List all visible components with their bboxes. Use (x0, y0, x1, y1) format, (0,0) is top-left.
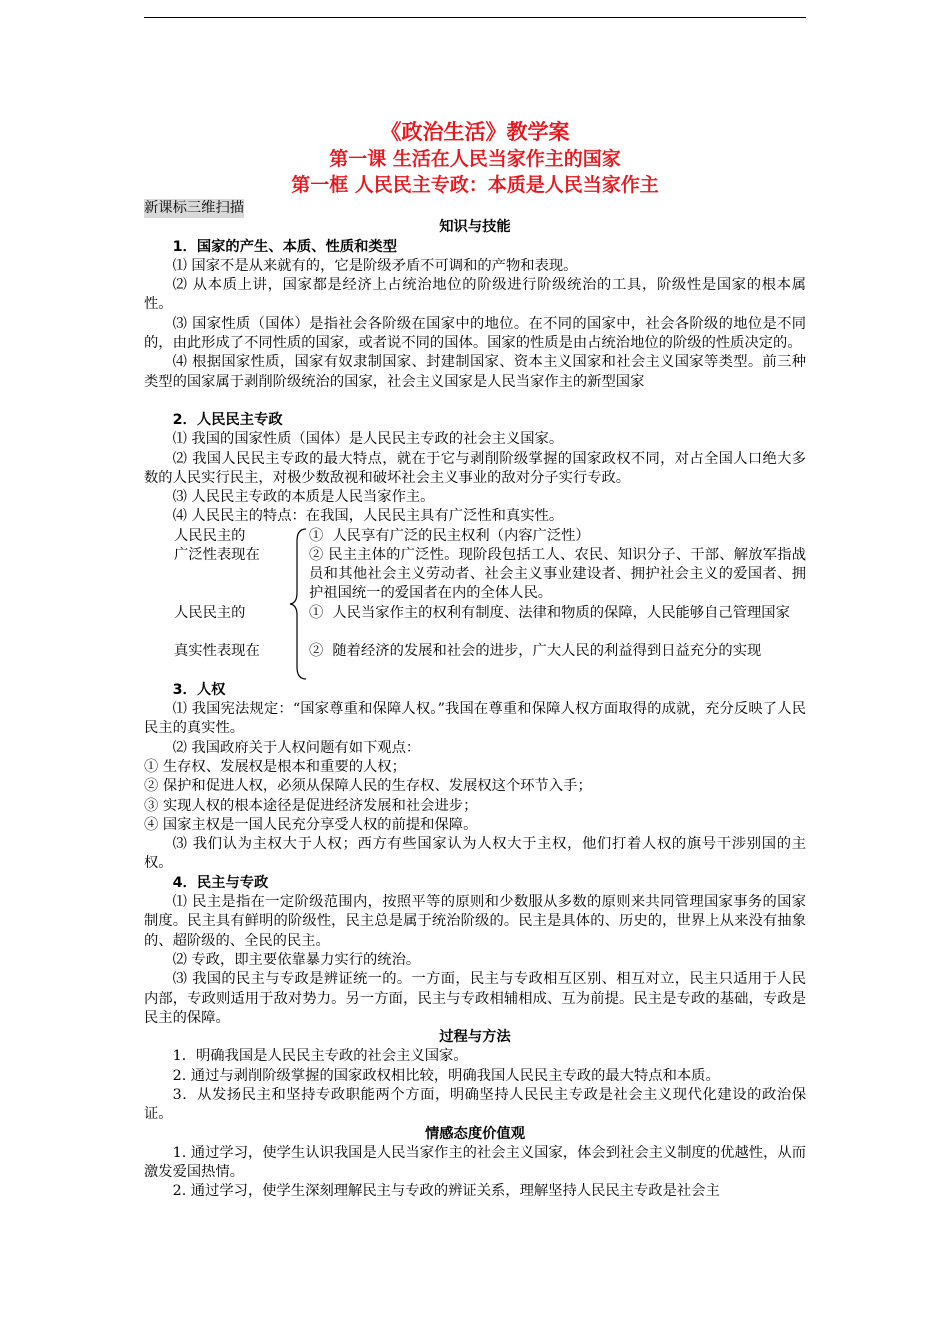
process-item-2: 2. 通过与剥削阶级掌握的国家政权相比较，明确我国人民民主专政的最大特点和本质。 (172, 1067, 720, 1084)
s4-paragraph-1: ⑴ 民主是指在一定阶级范围内，按照平等的原则和少数服从多数的原则来共同管理国家事务的国家制度。民主具有鲜明的阶级性，民主总是属于统治阶级的。民主是具体的、历史的，世界上从来没有抽象的、超阶级的、全民的民主。 (144, 894, 806, 949)
breadth-label-1: 人民民主的 (174, 527, 246, 544)
truth-item-1: ① 人民当家作主的权利有制度、法律和物质的保障，人民能够自己管理国家 (309, 604, 790, 621)
s2-paragraph-3: ⑶ 人民民主专政的本质是人民当家作主。 (172, 489, 435, 506)
truth-item-2: ② 随着经济的发展和社会的进步，广大人民的利益得到日益充分的实现 (309, 642, 762, 659)
document-title: 《政治生活》教学案 (380, 120, 570, 144)
democracy-features-bracket (144, 527, 806, 681)
scan-tag: 新课标三维扫描 (144, 199, 244, 218)
s3-view-4: ④ 国家主权是一国人民充分享受人权的前提和保障。 (144, 816, 478, 833)
process-item-3: 3．从发扬民主和坚持专政职能两个方面，明确坚持人民民主专政是社会主义现代化建设的政治保证。 (144, 1086, 806, 1123)
s3-paragraph-3: ⑶ 我们认为主权大于人权；西方有些国家认为人权大于主权，他们打着人权的旗号干涉别国的主权。 (144, 836, 806, 872)
s4-paragraph-2: ⑵ 专政，即主要依靠暴力实行的统治。 (172, 951, 421, 968)
section-3-heading: 3．人权 (172, 681, 226, 698)
breadth-item-2: ② 民主主体的广泛性。现阶段包括工人、农民、知识分子、干部、解放军指战员和其他社会主义劳动者、社会主义事业建设者、拥护社会主义的爱国者、拥护祖国统一的爱国者在内的全体人民。 (309, 546, 806, 602)
lesson-title: 第一课 生活在人民当家作主的国家 (329, 148, 621, 170)
process-heading: 过程与方法 (439, 1029, 511, 1046)
frame-title: 第一框 人民民主专政：本质是人民当家作主 (291, 174, 659, 196)
s2-paragraph-2: ⑵ 我国人民民主专政的最大特点，就在于它与剥削阶级掌握的国家政权不同，对占全国人口绝大多数的人民实行民主，对极少数敌视和破坏社会主义事业的敌对分子实行专政。 (144, 450, 806, 486)
breadth-label-2: 广泛性表现在 (174, 546, 260, 563)
document-body (144, 118, 806, 1202)
s3-paragraph-2: ⑵ 我国政府关于人权问题有如下观点： (172, 739, 421, 756)
section-1-heading: 1．国家的产生、本质、性质和类型 (172, 238, 397, 255)
s3-view-2: ② 保护和促进人权，必须从保障人民的生存权、发展权这个环节入手； (144, 778, 592, 795)
section-2-heading: 2．人民民主专政 (172, 411, 283, 428)
s1-paragraph-4: ⑷ 根据国家性质，国家有奴隶制国家、封建制国家、资本主义国家和社会主义国家等类型。前三种类型的国家属于剥削阶级统治的国家，社会主义国家是人民当家作主的新型国家 (144, 354, 806, 390)
truth-label-2: 真实性表现在 (174, 642, 260, 659)
emotion-item-1: 1. 通过学习，使学生认识我国是人民当家作主的社会主义国家，体会到社会主义制度的优越性，从而激发爱国热情。 (144, 1144, 806, 1181)
s1-paragraph-3: ⑶ 国家性质（国体）是指社会各阶级在国家中的地位。在不同的国家中，社会各阶级的地位是不同的，由此形成了不同性质的国家，或者说不同的国体。国家的性质是由占统治地位的阶级的性质决定的。 (144, 315, 806, 352)
s3-view-1: ① 生存权、发展权是根本和重要的人权； (144, 758, 406, 775)
process-item-1: 1．明确我国是人民民主专政的社会主义国家。 (172, 1048, 468, 1065)
knowledge-heading: 知识与技能 (439, 219, 511, 236)
section-4-heading: 4．民主与专政 (172, 874, 269, 891)
emotion-item-2: 2. 通过学习，使学生深刻理解民主与专政的辨证关系，理解坚持人民民主专政是社会主 (172, 1183, 720, 1200)
s1-paragraph-1: ⑴ 国家不是从来就有的，它是阶级矛盾不可调和的产物和表现。 (172, 257, 578, 274)
s2-paragraph-1: ⑴ 我国的国家性质（国体）是人民民主专政的社会主义国家。 (172, 431, 564, 448)
header-rule (144, 17, 806, 18)
breadth-item-1: ① 人民享有广泛的民主权利（内容广泛性） (309, 527, 590, 544)
s2-paragraph-4: ⑷ 人民民主的特点：在我国，人民民主具有广泛性和真实性。 (172, 508, 564, 525)
s1-paragraph-2: ⑵ 从本质上讲，国家都是经济上占统治地位的阶级进行阶级统治的工具，阶级性是国家的根本属性。 (144, 277, 806, 313)
s3-view-3: ③ 实现人权的根本途径是促进经济发展和社会进步； (144, 797, 478, 814)
s3-paragraph-1: ⑴ 我国宪法规定：“国家尊重和保障人权。”我国在尊重和保障人权方面取得的成就，充分反映了人民民主的真实性。 (144, 701, 806, 737)
truth-label-1: 人民民主的 (174, 604, 246, 621)
s4-paragraph-3: ⑶ 我国的民主与专政是辨证统一的。一方面，民主与专政相互区别、相互对立，民主只适用于人民内部，专政则适用于敌对势力。另一方面，民主与专政相辅相成、互为前提。民主是专政的基础，专政是民主的保障。 (144, 971, 806, 1026)
emotion-heading: 情感态度价值观 (424, 1125, 526, 1142)
